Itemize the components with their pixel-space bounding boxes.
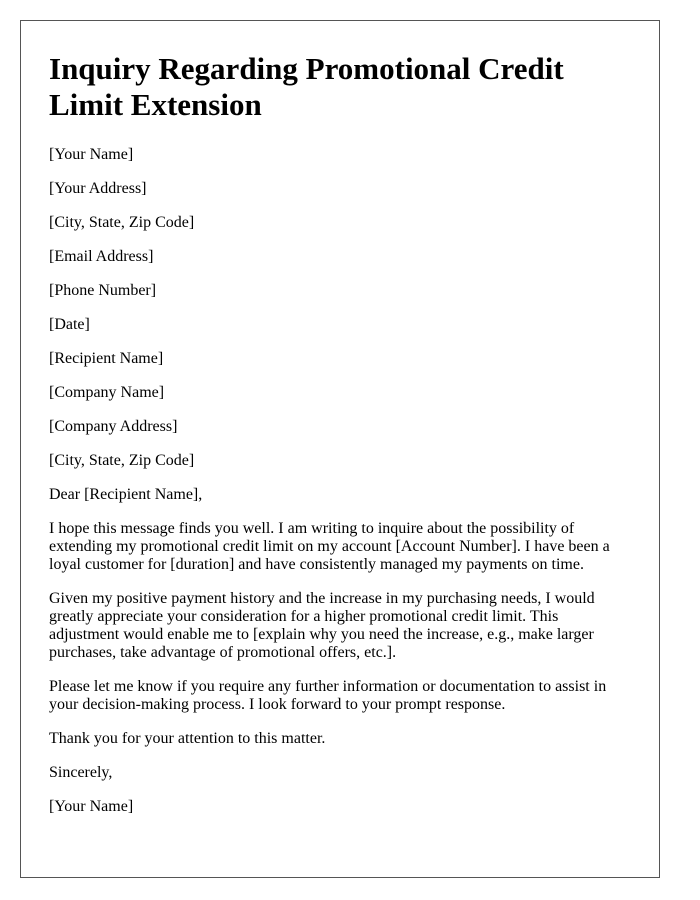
signature: [Your Name] bbox=[49, 798, 134, 815]
sender-email: [Email Address] bbox=[49, 248, 154, 265]
salutation: Dear [Recipient Name], bbox=[49, 486, 203, 503]
letter-title: Inquiry Regarding Promotional Credit Limit Extension bbox=[49, 51, 564, 122]
recipient-company-address: [Company Address] bbox=[49, 418, 178, 435]
sender-name: [Your Name] bbox=[49, 146, 134, 163]
recipient-company: [Company Name] bbox=[49, 384, 165, 401]
sender-phone: [Phone Number] bbox=[49, 282, 157, 299]
letter-page bbox=[20, 20, 660, 878]
recipient-name: [Recipient Name] bbox=[49, 350, 164, 367]
letter-date: [Date] bbox=[49, 316, 90, 333]
sender-city-state-zip: [City, State, Zip Code] bbox=[49, 214, 195, 231]
body-paragraph: Thank you for your attention to this matter. bbox=[49, 730, 326, 747]
body-paragraph: Given my positive payment history and the increase in my purchasing needs, I would greatly appreciate your consideration for a higher promotional credit limit. This adjustment would enable me to [explain why you need the increase, e.g., make larger purchases, take advantage of promotional offers, etc.]. bbox=[49, 590, 595, 661]
body-paragraph: Please let me know if you require any further information or documentation to assist in your decision-making process. I look forward to your prompt response. bbox=[49, 678, 607, 713]
recipient-city-state-zip: [City, State, Zip Code] bbox=[49, 452, 195, 469]
closing: Sincerely, bbox=[49, 764, 113, 781]
body-paragraph: I hope this message finds you well. I am writing to inquire about the possibility of extending my promotional credit limit on my account [Account Number]. I have been a loyal customer for [duration] and have consistently managed my payments on time. bbox=[49, 520, 610, 573]
sender-address: [Your Address] bbox=[49, 180, 147, 197]
